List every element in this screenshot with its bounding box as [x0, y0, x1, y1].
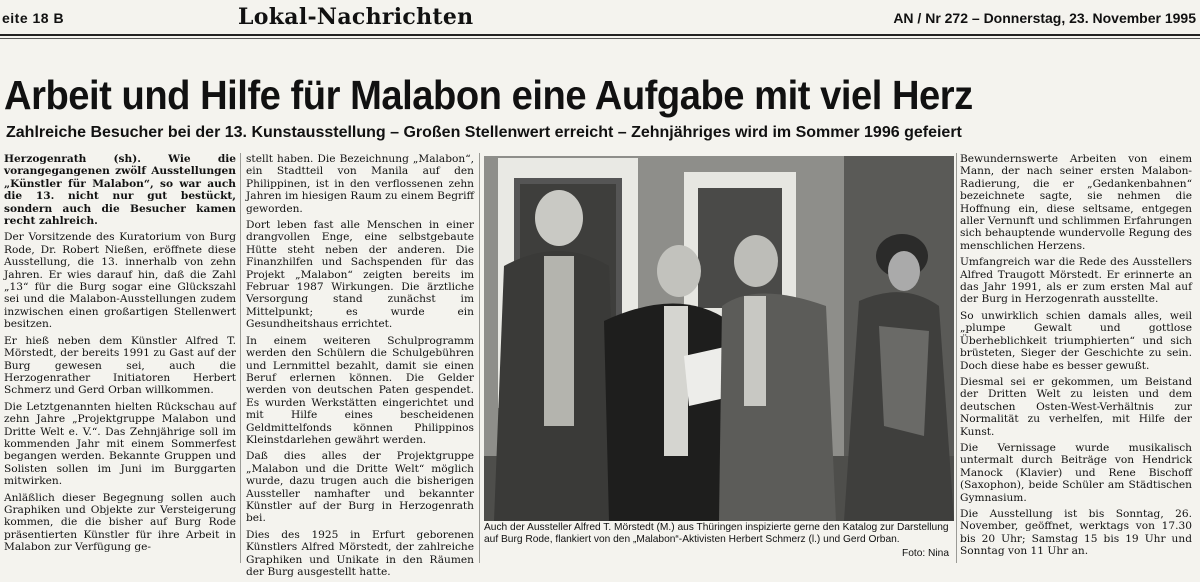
- header-rule: [0, 34, 1200, 36]
- article-headline: Arbeit und Hilfe für Malabon eine Aufgabe mit viel Herz: [4, 72, 973, 118]
- page-header: [0, 0, 1200, 36]
- column-divider: [956, 153, 957, 563]
- header-rule-thin: [0, 38, 1200, 39]
- text-column-2: [246, 153, 474, 582]
- lead-paragraph: Herzogenrath (sh). Wie die vorangegangenen zwölf Ausstellungen „Künstler für Malabon“, so war auch die 13. nicht nur gut bestückt, sondern auch die Besucher kamen recht zahlreich.: [4, 153, 236, 228]
- page-number: eite 18 B: [2, 10, 65, 26]
- article-photo: [484, 156, 954, 521]
- photo-credit: Foto: Nina: [902, 548, 949, 559]
- paragraph: Die Letztgenannten hielten Rückschau auf zehn Jahre „Projektgruppe Malabon und Dritte Welt e. V.“. Das Zehnjährige soll im kommenden Jahr mit einem Sommerfest begangen werden. Bekannte Gruppen und Solisten sollen im Juni im Burggarten mitwirken.: [4, 400, 236, 488]
- column-divider: [240, 153, 241, 563]
- paragraph: Diesmal sei er gekommen, um Beistand der Dritten Welt zu leisten und dem deutschen Osten-West-Verhältnis zur Normalität zu verhelfen, mit Hilfe der Kunst.: [960, 375, 1192, 438]
- section-title: Lokal-Nachrichten: [238, 4, 474, 30]
- photo-caption: Auch der Aussteller Alfred T. Mörstedt (M.) aus Thüringen inspizierte gerne den Katalog zur Darstellung auf Burg Rode, flankiert von den „Malabon“-Aktivisten Herbert Schmerz (l.) und Gerd Orban.: [484, 522, 949, 546]
- paragraph: Umfangreich war die Rede des Ausstellers Alfred Traugott Mörstedt. Er erinnerte an das Jahr 1991, als er zum ersten Mal auf der Burg in Herzogenrath ausstellte.: [960, 256, 1192, 306]
- issue-date: AN / Nr 272 – Donnerstag, 23. November 1995: [893, 10, 1196, 26]
- text-column-4: [960, 153, 1192, 562]
- paragraph: Die Vernissage wurde musikalisch untermalt durch Beiträge von Hendrick Manock (Klavier) und Rene Bischoff (Saxophon), beide Schüler am Städtischen Gymnasium.: [960, 441, 1192, 504]
- paragraph: Die Ausstellung ist bis Sonntag, 26. November, geöffnet, werktags von 17.30 bis 20 Uhr; Samstag 15 bis 19 Uhr und Sonntag von 11 Uhr an.: [960, 507, 1192, 558]
- paragraph: stellt haben. Die Bezeichnung „Malabon“, ein Stadtteil von Manila auf den Philippinen, ist in den verflossenen zehn Jahren im hiesigen Raum zu einem Begriff geworden.: [246, 153, 474, 215]
- paragraph: So unwirklich schien damals alles, weil „plumpe Gewalt und gottlose Überheblichkeit triumphierten“ und sich brüsteten, Sieger der Geschichte zu sein. Doch diese habe es besser gewußt.: [960, 309, 1192, 372]
- paragraph: Daß dies alles der Projektgruppe „Malabon und die Dritte Welt“ möglich wurde, dazu trugen auch die bisherigen Aussteller namhafter und bekannter Künstler auf der Burg in Herzogenrath bei.: [246, 450, 474, 525]
- paragraph: Bewundernswerte Arbeiten von einem Mann, der nach seiner ersten Malabon-Radierung, die er „Gedankenbahnen“ bezeichnete sagte, sie nehmen die Hoffnung ein, diese seltsame, entgegen aller Vernunft und schlimmen Erfahrungen sich behauptende wundervolle Regung des menschlichen Herzens.: [960, 153, 1192, 252]
- paragraph: Der Vorsitzende des Kuratorium von Burg Rode, Dr. Robert Nießen, eröffnete diese Ausstellung, die 13. innerhalb von zehn Jahren. Er wies darauf hin, daß die Zahl „13“ für die Burg sogar eine Glückszahl sei und die Malabon-Ausstellungen zudem inzwischen einen großartigen Stellenwert besitzen.: [4, 231, 236, 331]
- text-column-1: [4, 153, 236, 558]
- column-divider: [479, 153, 480, 563]
- paragraph: Dies des 1925 in Erfurt geborenen Künstlers Alfred Mörstedt, der zahlreiche Graphiken und Unikate in den Räumen der Burg ausgestellt hatte.: [246, 528, 474, 578]
- paragraph: In einem weiteren Schulprogramm werden den Schülern die Schulgebühren und Lernmittel bezahlt, damit sie einen Beruf erlernen können. Die Gelder werden von deutschen Paten gespendet. Es wurden Werkstätten eingerichtet und mit Hilfe eines bescheidenen Geldmittelfonds können Philippinos Kleinstdarlehen gewährt werden.: [246, 334, 474, 446]
- paragraph: Dort leben fast alle Menschen in einer drangvollen Enge, eine selbstgebaute Hütte steht neben der anderen. Die Finanzhilfen und Sachspenden für das Projekt „Malabon“ zeigten bereits im Februar 1987 Wirkungen. Die ärztliche Versorgung stand zunächst im Mittelpunkt; es wurde ein Gesundheitshaus errichtet.: [246, 219, 474, 331]
- photo-illustration: [484, 156, 954, 521]
- paragraph: Er hieß neben dem Künstler Alfred T. Mörstedt, der bereits 1991 zu Gast auf der Burg gewesen sei, auch die Herzogenrather Initiatoren Herbert Schmerz und Gerd Orban willkommen.: [4, 334, 236, 397]
- paragraph: Anläßlich dieser Begegnung sollen auch Graphiken und Objekte zur Versteigerung kommen, die die bisher auf Burg Rode präsentierten Künstler für ihre Arbeit in Malabon zur Verfügung ge-: [4, 491, 236, 554]
- article-subheadline: Zahlreiche Besucher bei der 13. Kunstausstellung – Großen Stellenwert erreicht – Zehnjähriges wird im Sommer 1996 gefeiert: [6, 124, 962, 141]
